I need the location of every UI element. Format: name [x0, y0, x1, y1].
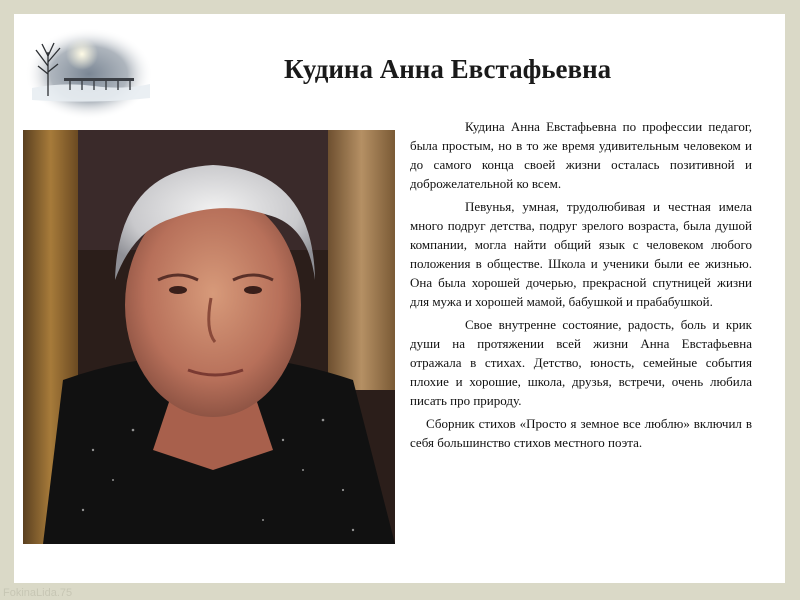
- portrait-photo: [23, 130, 395, 544]
- biography-paragraph: Свое внутренне состояние, радость, боль и крик души на протяжении всей жизни Анна Евстафьевна отражала в стихах. Детство, юность, семейные события плохие и хорошие, школа, друзья, встречи, очень любила писать про природу.: [410, 317, 752, 408]
- watermark: FokinaLida.75: [3, 587, 73, 599]
- slide: [14, 14, 785, 583]
- biography-paragraph: Кудина Анна Евстафьевна по профессии педагог, была простым, но в то же время удивительным человеком и до самого конца своей жизни осталась позитивной и доброжелательной ко всем.: [410, 119, 752, 191]
- biography-text: [410, 117, 752, 456]
- biography-paragraph: Певунья, умная, трудолюбивая и честная имела много подруг детства, подруг зрелого возраста, была душой компании, могла найти общий язык с человеком любого положения в обществе. Школа и ученики были ее жизнью. Она была хорошей дочерью, прекрасной спутницей жизни для мужа и хорошей мамой, бабушкой и прабабушкой.: [410, 199, 752, 309]
- page-title: Кудина Анна Евстафьевна: [284, 54, 612, 84]
- winter-landscape-vignette: [24, 26, 154, 122]
- biography-paragraph: Сборник стихов «Просто я земное все люблю» включил в себя большинство стихов местного поэта.: [410, 416, 752, 450]
